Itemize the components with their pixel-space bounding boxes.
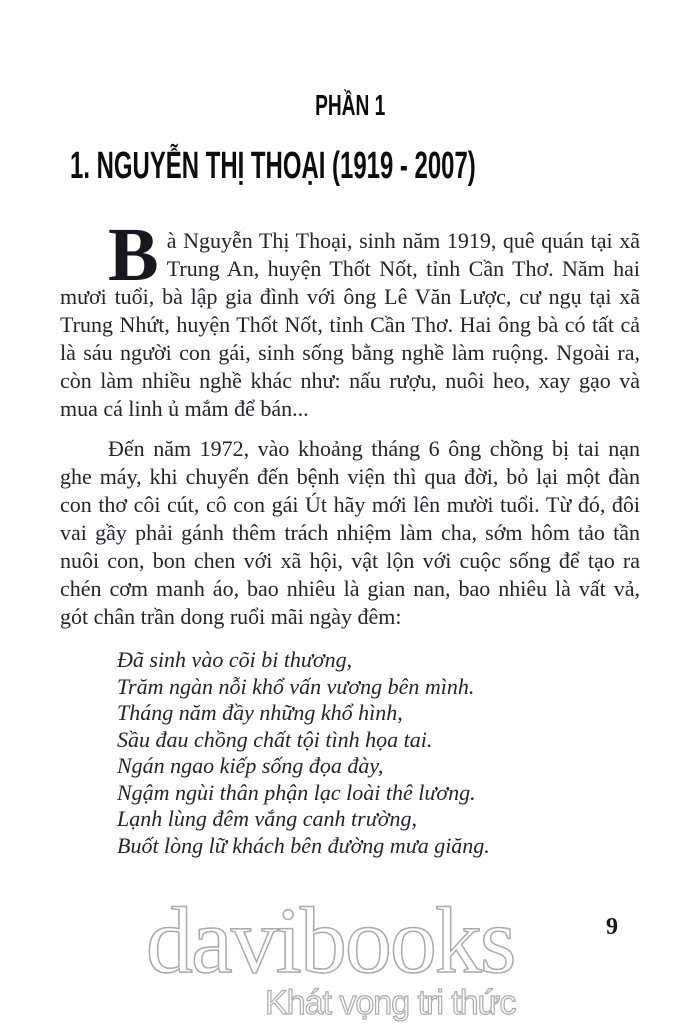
poem-line: Tháng năm đầy những khổ hình, bbox=[117, 700, 403, 725]
poem-line: Ngậm ngùi thân phận lạc loài thê lương. bbox=[117, 779, 476, 805]
chapter-title-row bbox=[60, 146, 640, 186]
poem-line: Đã sinh vào cõi bi thương, bbox=[117, 647, 353, 672]
poem-line: Sầu đau chồng chất tội tình họa tai. bbox=[117, 726, 433, 752]
part-title: PHẦN 1 bbox=[314, 90, 386, 122]
paragraph-1-text: à Nguyễn Thị Thoại, sinh năm 1919, quê quán tại xã Trung An, huyện Thốt Nốt, tỉnh Cần Thơ. Năm hai mươi tuổi, bà lập gia đình với ông Lê Văn Lược, cư ngụ tại xã Trung Nhứt, huyện Thốt Nốt, tỉnh Cần Thơ. Hai ông bà có tất cả là sáu người con gái, sinh sống bằng nghề làm ruộng. Ngoài ra, còn làm nhiều nghề khác như: nấu rượu, nuôi heo, xay gạo và mua cá linh ủ mắm để bán... bbox=[60, 228, 640, 421]
watermark-brand: davibooks bbox=[146, 889, 515, 993]
page-number: 9 bbox=[606, 914, 618, 940]
paragraph-2: Đến năm 1972, vào khoảng tháng 6 ông chồng bị tai nạn ghe máy, khi chuyển đến bệnh viện thì qua đời, bỏ lại một đàn con thơ côi cút, cô con gái Út hãy mới lên mười tuổi. Từ đó, đôi vai gầy phải gánh thêm trách nhiệm làm cha, sớm hôm tảo tần nuôi con, bon chen với xã hội, vật lộn với cuộc sống để tạo ra chén cơm manh áo, bao nhiêu là gian nan, bao nhiêu là vất vả, gót chân trần dong ruổi mãi ngày đêm: bbox=[60, 436, 640, 629]
poem bbox=[117, 647, 640, 859]
poem-line: Lạnh lùng đêm vắng canh trường, bbox=[117, 806, 417, 831]
part-title-row bbox=[60, 92, 640, 121]
poem-line: Ngán ngao kiếp sống đọa đày, bbox=[117, 753, 384, 778]
watermark-slogan: Khát vọng tri thức bbox=[265, 984, 516, 1022]
poem-line: Trăm ngàn nỗi khổ vấn vương bên mình. bbox=[117, 673, 475, 699]
drop-cap: B bbox=[108, 213, 159, 297]
poem-line: Buốt lòng lữ khách bên đường mưa giăng. bbox=[117, 832, 490, 858]
chapter-title: 1. NGUYỄN THỊ THOẠI (1919 - 2007) bbox=[70, 145, 476, 187]
paragraph-1 bbox=[60, 213, 640, 423]
page-content bbox=[0, 92, 700, 859]
